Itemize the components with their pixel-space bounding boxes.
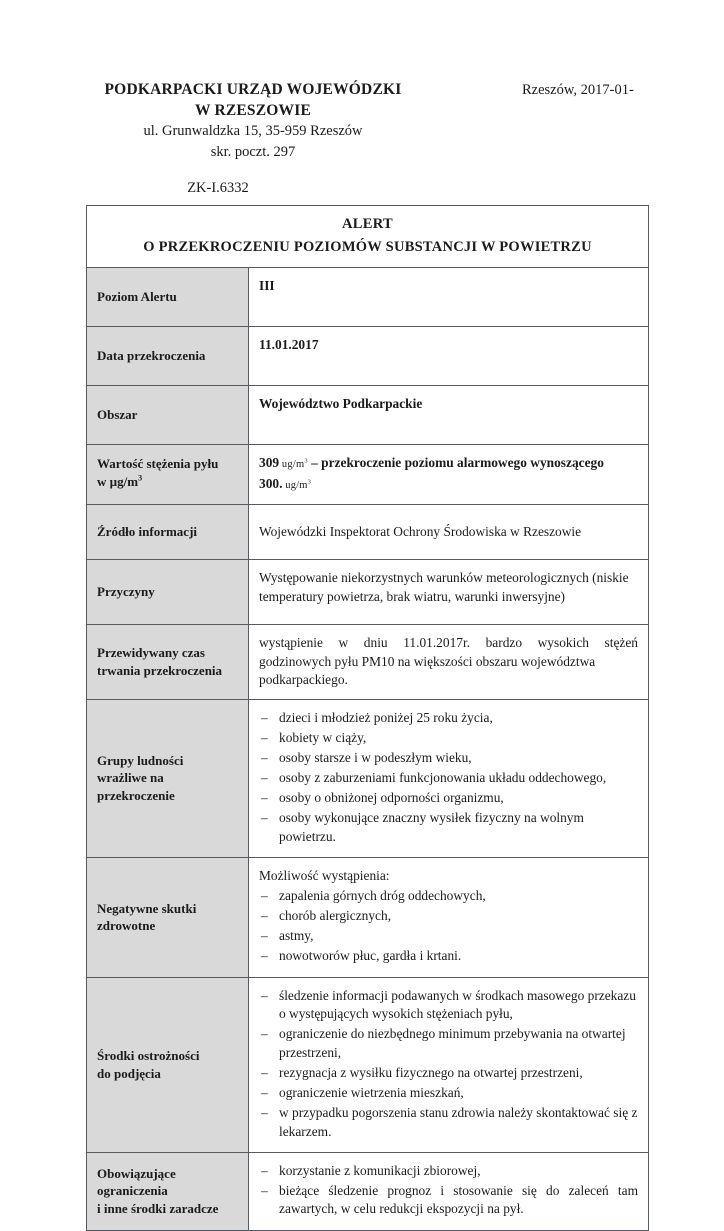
- table-row: [87, 1152, 649, 1230]
- row-label-srodki-ostroznosci: [87, 977, 249, 1152]
- row-value-obszar: [249, 386, 649, 445]
- table-row: [87, 327, 649, 386]
- precautions-label-line1: Środki ostrożności: [97, 1048, 200, 1064]
- concentration-value-line2: [259, 475, 638, 496]
- reference-number: ZK-I.6332: [187, 180, 249, 196]
- list-item: – dzieci i młodzież poniżej 25 roku życia,: [259, 709, 638, 728]
- letterhead: [0, 80, 724, 197]
- row-label-poziom-alertu: Poziom Alertu: [87, 268, 249, 327]
- sensitive-groups-label-line2: wrażliwe na: [97, 770, 164, 786]
- list-item: – osoby wykonujące znaczny wysiłek fizyczny na wolnym powietrzu.: [259, 809, 638, 846]
- sensitive-groups-label-line1: Grupy ludności: [97, 752, 184, 768]
- row-label-data-przekroczenia: Data przekroczenia: [87, 327, 249, 386]
- list-item: – ograniczenie wietrzenia mieszkań,: [259, 1084, 638, 1103]
- health-effects-label-line2: zdrowotne: [97, 918, 156, 934]
- list-item: – ograniczenie do niezbędnego minimum przebywania na otwartej przestrzeni,: [259, 1025, 638, 1062]
- list-item: – osoby o obniżonej odporności organizmu,: [259, 789, 638, 808]
- row-label-obowiazujace-ograniczenia: [87, 1152, 249, 1230]
- organization-name-line2: W RZESZOWIE: [194, 102, 312, 119]
- row-value-grupy-ludnosci: [249, 699, 649, 857]
- row-value-przewidywany-czas: [249, 625, 649, 700]
- area-value: Województwo Podkarpackie: [259, 396, 423, 411]
- table-row: [87, 386, 649, 445]
- table-row-title: [87, 206, 649, 268]
- row-label-przyczyny: Przyczyny: [87, 560, 249, 625]
- alert-level-value: III: [259, 278, 275, 293]
- list-item: – korzystanie z komunikacji zbiorowej,: [259, 1162, 638, 1181]
- list-item: – osoby z zaburzeniami funkcjonowania układu oddechowego,: [259, 769, 638, 788]
- restrictions-label-line2: ograniczenia: [97, 1183, 168, 1199]
- concentration-measured-value: 309: [259, 455, 280, 470]
- row-label-obszar: Obszar: [87, 386, 249, 445]
- row-label-zrodlo-informacji: Źródło informacji: [87, 505, 249, 560]
- concentration-label-line1: Wartość stężenia pyłu: [97, 456, 219, 471]
- exceedance-date-value: 11.01.2017: [259, 337, 319, 352]
- precautions-label-line2: do podjęcia: [97, 1065, 161, 1081]
- duration-text-tail: podkarpackiego.: [259, 672, 348, 687]
- table-row: [87, 625, 649, 700]
- list-item: – bieżące śledzenie prognoz i stosowanie się do zaleceń tam zawartych, w celu redukcji ekspozycji na pył.: [259, 1182, 638, 1219]
- concentration-label-exponent: 3: [138, 473, 143, 483]
- list-item: – śledzenie informacji podawanych w środkach masowego przekazu o występujących wysokich stężeniach pyłu,: [259, 987, 638, 1024]
- list-item: – rezygnacja z wysiłku fizycznego na otwartej przestrzeni,: [259, 1064, 638, 1083]
- table-row: [87, 505, 649, 560]
- row-value-przyczyny: Występowanie niekorzystnych warunków meteorologicznych (niskie temperatury powietrza, brak wiatru, warunki inwersyjne): [249, 560, 649, 625]
- row-value-wartosc-stezenia: [249, 445, 649, 505]
- precautions-list: [259, 987, 638, 1142]
- sensitive-groups-label-line3: przekroczenie: [97, 787, 175, 803]
- duration-label-line1: Przewidywany czas: [97, 645, 205, 661]
- health-effects-label-line1: Negatywne skutki: [97, 900, 197, 916]
- list-item: – chorób alergicznych,: [259, 907, 638, 926]
- concentration-value-line1: [259, 454, 638, 475]
- organization-address: ul. Grunwaldzka 15, 35-959 Rzeszów: [143, 123, 363, 139]
- list-item: – astmy,: [259, 927, 638, 946]
- table-row: [87, 268, 649, 327]
- alarm-threshold-unit: $ug/m^3$: [285, 478, 312, 491]
- alert-title-cell: [87, 206, 649, 268]
- row-value-zrodlo-informacji: Wojewódzki Inspektorat Ochrony Środowiska w Rzeszowie: [249, 505, 649, 560]
- table-row: [87, 977, 649, 1152]
- row-label-wartosc-stezenia: [87, 445, 249, 505]
- concentration-unit: $ug/m^3$: [281, 457, 308, 470]
- row-value-negatywne-skutki: [249, 857, 649, 977]
- table-row: [87, 699, 649, 857]
- restrictions-list: [259, 1162, 638, 1219]
- row-value-poziom-alertu: [249, 268, 649, 327]
- concentration-label-line2: w $\mu g/m^3$: [97, 473, 143, 489]
- table-row: [87, 445, 649, 505]
- organization-po-box: skr. poczt. 297: [210, 144, 296, 160]
- health-effects-lead: Możliwość wystąpienia:: [259, 867, 390, 883]
- row-value-data-przekroczenia: [249, 327, 649, 386]
- row-label-przewidywany-czas: [87, 625, 249, 700]
- list-item: – nowotworów płuc, gardła i krtani.: [259, 947, 638, 966]
- sensitive-groups-list: [259, 709, 638, 847]
- list-item: – w przypadku pogorszenia stanu zdrowia należy skontaktować się z lekarzem.: [259, 1104, 638, 1141]
- place-and-date: Rzeszów, 2017-01-: [522, 82, 634, 98]
- alert-subtitle: O PRZEKROCZENIU POZIOMÓW SUBSTANCJI W POWIETRZU: [143, 239, 592, 255]
- row-label-grupy-ludnosci: [87, 699, 249, 857]
- duration-label-line2: trwania przekroczenia: [97, 662, 223, 678]
- list-item: – zapalenia górnych dróg oddechowych,: [259, 887, 638, 906]
- list-item: – osoby starsze i w podeszłym wieku,: [259, 749, 638, 768]
- organization-block: [18, 80, 488, 163]
- duration-text-justified: wystąpienie w dniu 11.01.2017r. bardzo wysokich stężeń godzinowych pyłu PM10 na większości obszaru województwa: [259, 635, 639, 669]
- concentration-description: – przekroczenie poziomu alarmowego wynoszącego: [311, 455, 604, 470]
- restrictions-label-line1: Obowiązujące: [97, 1165, 176, 1181]
- row-value-obowiazujace-ograniczenia: [249, 1152, 649, 1230]
- alarm-threshold-value: 300.: [259, 475, 283, 491]
- alert-table: [86, 205, 649, 1231]
- restrictions-label-line3: i inne środki zaradcze: [97, 1200, 219, 1216]
- row-value-srodki-ostroznosci: [249, 977, 649, 1152]
- alert-title: ALERT: [342, 216, 393, 232]
- organization-name-line1: PODKARPACKI URZĄD WOJEWÓDZKI: [104, 81, 402, 98]
- list-item: – kobiety w ciąży,: [259, 729, 638, 748]
- row-label-negatywne-skutki: [87, 857, 249, 977]
- health-effects-list: [259, 887, 638, 966]
- table-row: [87, 560, 649, 625]
- table-row: [87, 857, 649, 977]
